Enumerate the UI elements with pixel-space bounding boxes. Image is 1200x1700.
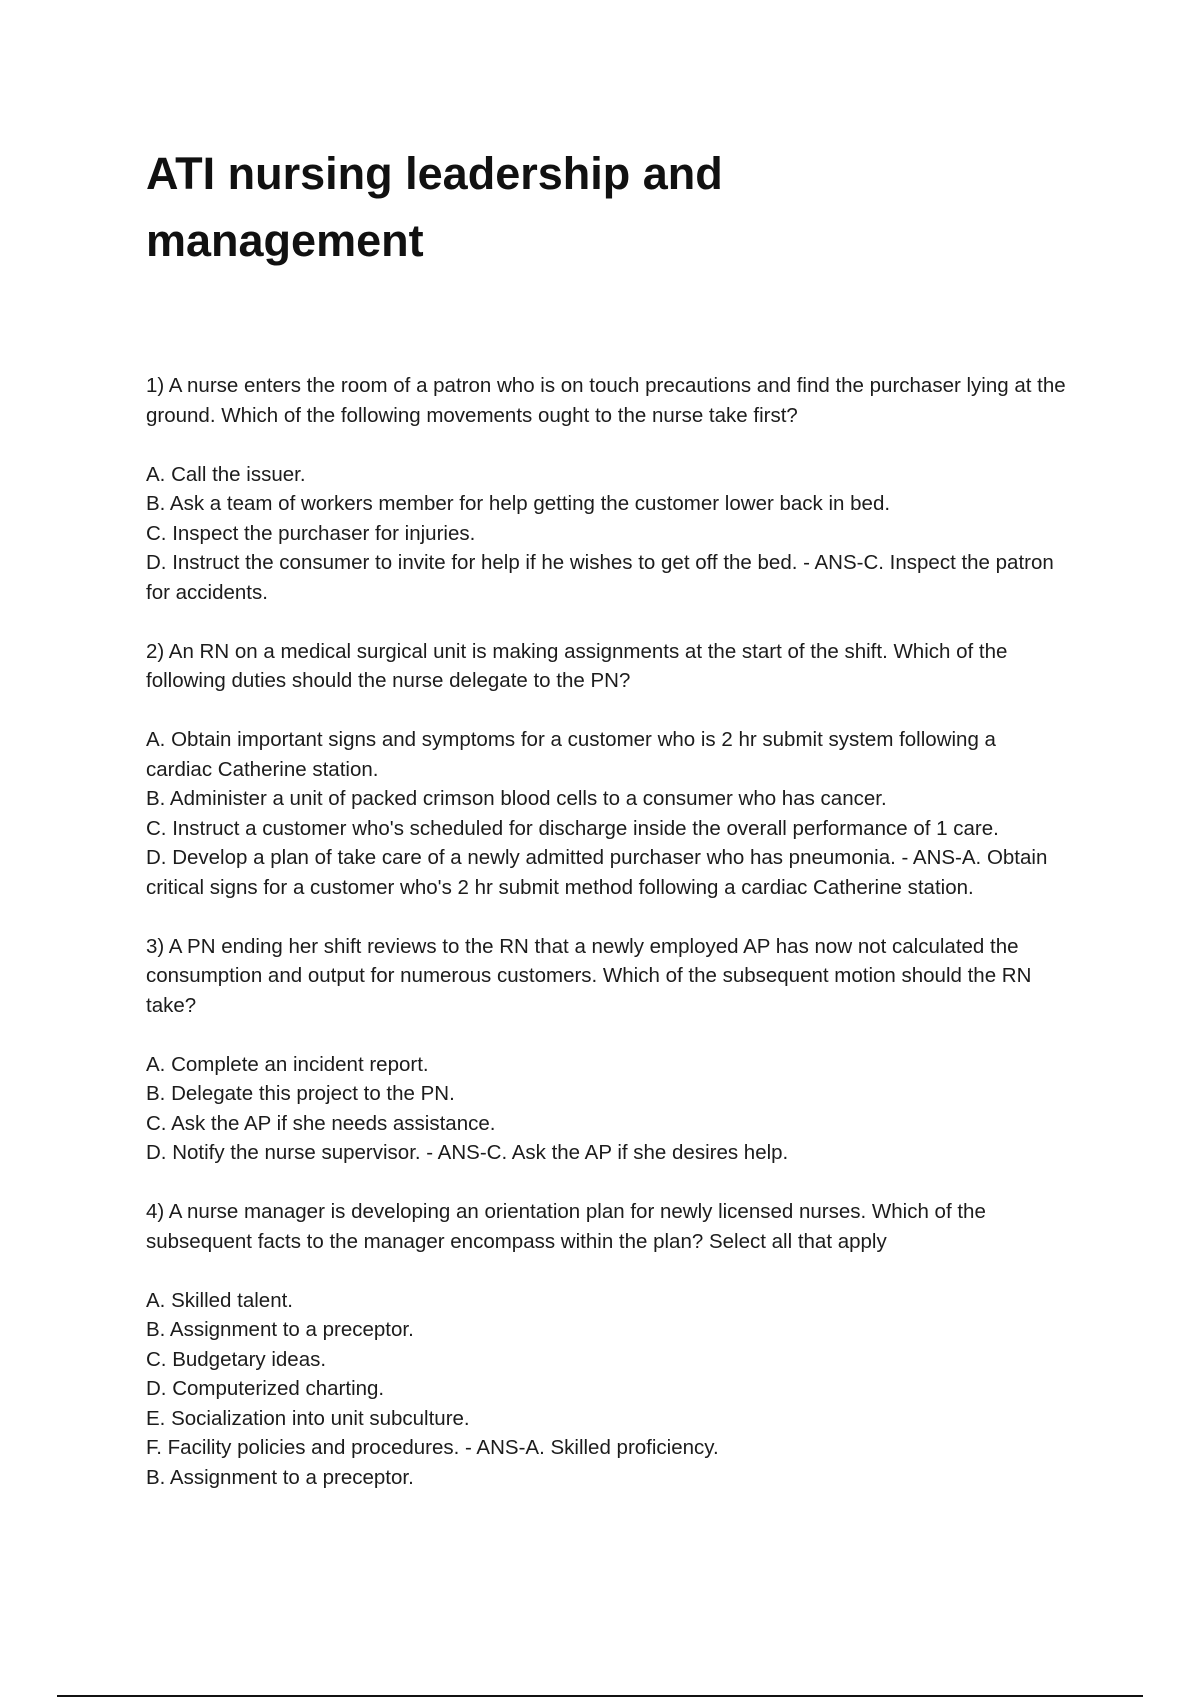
answer-option: C. Inspect the purchaser for injuries. [146,521,476,545]
question-3 [146,932,1066,1168]
question-stem: 1) A nurse enters the room of a patron who is on touch precautions and find the purchaser lying at the ground. Which of the following movements ought to the nurse take first? [146,374,1066,427]
answer-option: D. Computerized charting. [146,1377,385,1400]
answer-option: B. Assignment to a preceptor. [146,1318,414,1341]
document-title: ATI nursing leadership and management [146,148,723,266]
answer-option-with-answer: D. Notify the nurse supervisor. - ANS-C. Ask the AP if she desires help. [146,1141,789,1164]
question-2 [146,637,1066,903]
answer-option: B. Delegate this project to the PN. [146,1082,455,1105]
answer-option-with-answer: F. Facility policies and procedures. - ANS-A. Skilled proficiency. [146,1436,719,1459]
question-stem: 3) A PN ending her shift reviews to the RN that a newly employed AP has now not calculated the consumption and output for numerous customers. Which of the subsequent motion should the RN take? [146,934,1032,1017]
question-list [146,371,1066,1522]
answer-option: C. Ask the AP if she needs assistance. [146,1111,496,1135]
answer-continuation: B. Assignment to a preceptor. [146,1465,414,1489]
answer-option-with-answer: D. Instruct the consumer to invite for help if he wishes to get off the bed. - ANS-C. Inspect the patron for accidents. [146,551,1060,604]
answer-option: A. Call the issuer. [146,462,306,486]
answer-option: C. Budgetary ideas. [146,1347,327,1371]
answer-option: E. Socialization into unit subculture. [146,1406,470,1430]
answer-option: A. Skilled talent. [146,1288,293,1312]
answer-option: A. Complete an incident report. [146,1052,429,1076]
answer-option: A. Obtain important signs and symptoms for a customer who is 2 hr submit system following a cardiac Catherine station. [146,728,1002,781]
answer-option: C. Instruct a customer who's scheduled for discharge inside the overall performance of 1 care. [146,816,999,840]
answer-option-with-answer: D. Develop a plan of take care of a newly admitted purchaser who has pneumonia. - ANS-A. Obtain critical signs for a customer who's 2 hr submit method following a cardiac Catherine station. [146,846,1054,899]
answer-option: B. Ask a team of workers member for help getting the customer lower back in bed. [146,492,891,515]
question-1 [146,371,1066,607]
answer-option: B. Administer a unit of packed crimson blood cells to a consumer who has cancer. [146,787,887,810]
question-stem: 2) An RN on a medical surgical unit is making assignments at the start of the shift. Which of the following duties should the nurse delegate to the PN? [146,639,1008,692]
question-4 [146,1197,1066,1492]
page-bottom-rule [57,1695,1143,1697]
question-stem: 4) A nurse manager is developing an orientation plan for newly licensed nurses. Which of the subsequent facts to the manager encompass within the plan? Select all that apply [146,1200,986,1253]
